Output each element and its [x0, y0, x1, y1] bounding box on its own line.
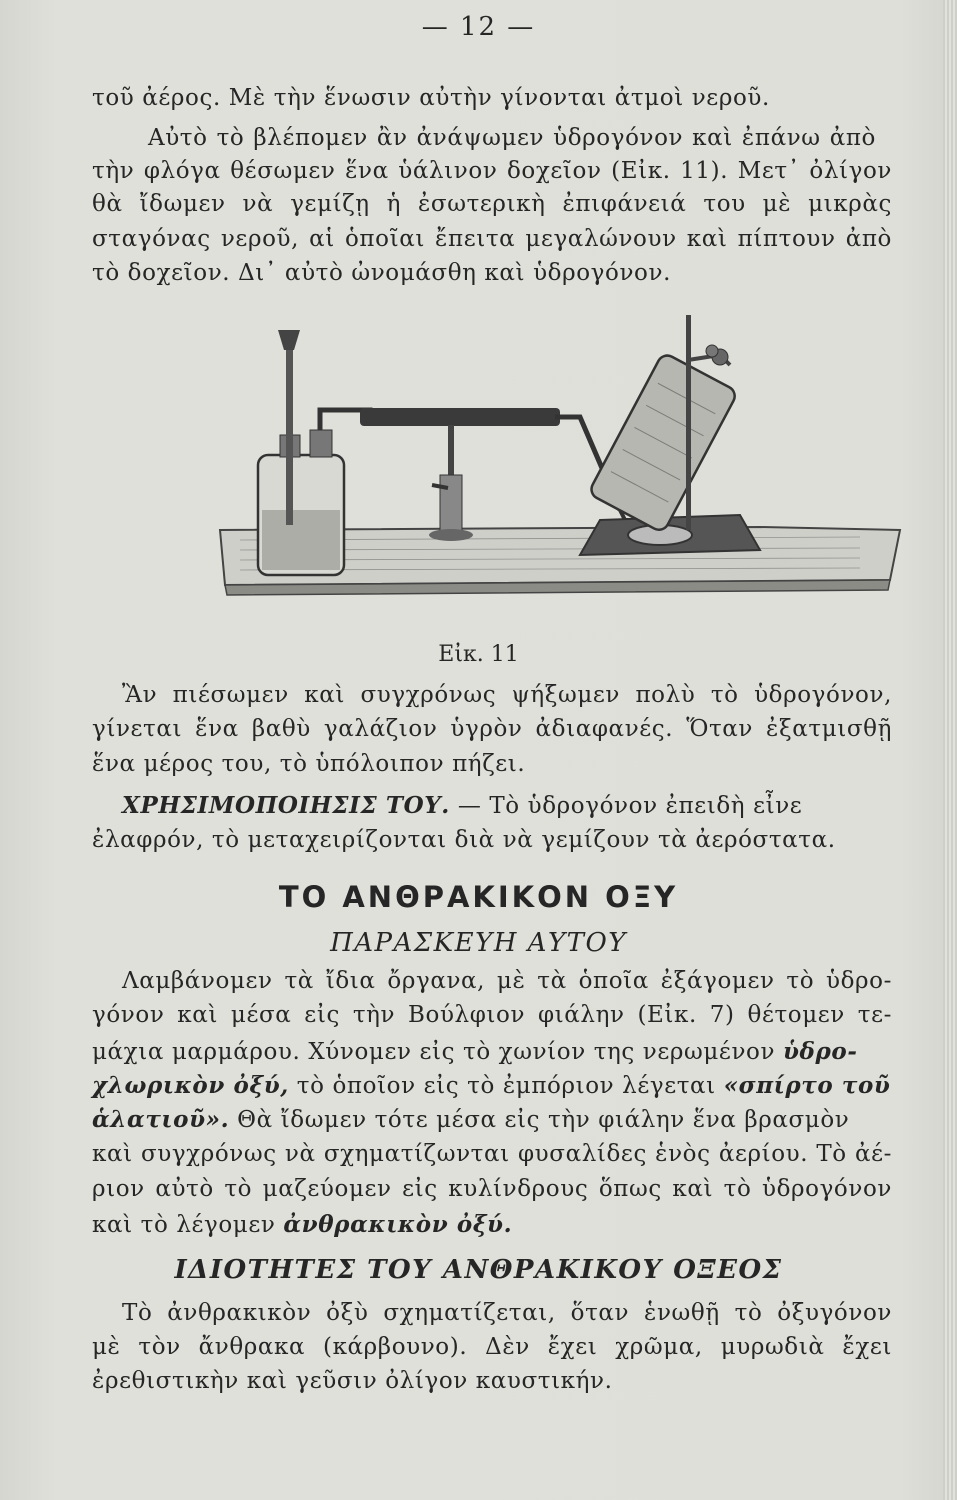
text-line: Λαμβάνομεν τὰ ἴδια ὄργανα, μὲ τὰ ὁποῖα ἐξάγομεν τὸ ὑδρο- — [122, 968, 892, 994]
text-line: τὴν φλόγα θέσωμεν ἕνα ὑάλινον δοχεῖον (Εἰκ. 11). Μετ᾽ ὀλίγον — [92, 158, 892, 184]
text-line — [92, 1072, 892, 1099]
uses-line — [122, 792, 892, 819]
text-line: ἐρεθιστικὴν καὶ γεῦσιν ὀλίγον καυστικήν. — [92, 1368, 613, 1394]
emphasis-term: «σπίρτο τοῦ — [723, 1072, 891, 1099]
text-line: Αὐτὸ τὸ βλέπομεν ἂν ἀνάψωμεν ὑδρογόνον καὶ ἐπάνω ἀπὸ — [148, 125, 876, 151]
text-line: τὸ δοχεῖον. Δι᾽ αὐτὸ ὠνομάσθη καὶ ὑδρογόνον. — [92, 260, 671, 286]
text-span: μάχια μαρμάρου. Χύνομεν εἰς τὸ χωνίον της νερωμένον — [92, 1039, 776, 1065]
hydrogen-apparatus-illustration — [200, 305, 950, 625]
text-line: ἕνα μέρος του, τὸ ὑπόλοιπον πήζει. — [92, 751, 526, 777]
uses-heading: ΧΡΗΣΙΜΟΠΟΙΗΣΙΣ ΤΟΥ. — [122, 792, 450, 819]
text-line — [92, 1211, 892, 1238]
properties-heading: ΙΔΙΟΤΗΤΕΣ ΤΟΥ ΑΝΘΡΑΚΙΚΟΥ ΟΞΕΟΣ — [174, 1255, 783, 1285]
text-line: γίνεται ἕνα βαθὺ γαλάζιον ὑγρὸν ἀδιαφανές. Ὅταν ἐξατμισθῇ — [92, 716, 892, 742]
text-line: τοῦ ἀέρος. Μὲ τὴν ἕνωσιν αὐτὴν γίνονται ἀτμοὶ νεροῦ. — [92, 85, 770, 111]
emphasis-term: χλωρικὸν ὀξύ, — [92, 1072, 289, 1099]
text-line: καὶ συγχρόνως νὰ σχηματίζωνται φυσαλίδες ἑνὸς ἀερίου. Τὸ ἀέ- — [92, 1141, 892, 1167]
text-line: γόνον καὶ μέσα εἰς τὴν Βούλφιον φιάλην (Εἰκ. 7) θέτομεν τε- — [92, 1002, 892, 1028]
text-line — [92, 1038, 892, 1065]
text-line: Τὸ ἀνθρακικὸν ὀξὺ σχηματίζεται, ὅταν ἑνωθῇ τὸ ὀξυγόνον — [122, 1300, 892, 1326]
text-span: τὸ ὁποῖον εἰς τὸ ἐμπόριον λέγεται — [288, 1073, 724, 1099]
emphasis-term: ἁλατιοῦ». — [92, 1106, 230, 1133]
text-line: Ἂν πιέσωμεν καὶ συγχρόνως ψήξωμεν πολὺ τὸ ὑδρογόνον, — [122, 682, 892, 708]
figure-caption: Εἰκ. 11 — [438, 642, 519, 667]
text-span: Θὰ ἴδωμεν τότε μέσα εἰς τὴν φιάλην ἕνα βρασμὸν — [229, 1107, 850, 1133]
text-line: θὰ ἴδωμεν νὰ γεμίζῃ ἡ ἐσωτερικὴ ἐπιφάνειά του μὲ μικρὰς — [92, 191, 892, 217]
section-title: ΤΟ ΑΝΘΡΑΚΙΚΟΝ ΟΞΥ — [278, 880, 679, 914]
text-line: σταγόνας νεροῦ, αἱ ὁποῖαι ἔπειτα μεγαλώνουν καὶ πίπτουν ἀπὸ — [92, 226, 892, 252]
emphasis-term: ἀνθρακικὸν ὀξύ. — [283, 1211, 513, 1238]
text-span: καὶ τὸ λέγομεν — [92, 1212, 284, 1238]
text-line — [92, 1106, 892, 1133]
section-subtitle: ΠΑΡΑΣΚΕΥΗ ΑΥΤΟΥ — [330, 928, 627, 958]
emphasis-term: ὑδρο- — [782, 1038, 858, 1065]
page-number: — 12 — — [421, 12, 536, 42]
uses-text: — Τὸ ὑδρογόνον ἐπειδὴ εἶνε — [457, 793, 803, 819]
text-line: μὲ τὸν ἄνθρακα (κάρβουνο). Δὲν ἔχει χρῶμα, μυρωδιὰ ἔχει — [92, 1334, 892, 1360]
text-line: ἐλαφρόν, τὸ μεταχειρίζονται διὰ νὰ γεμίζουν τὰ ἀερόστατα. — [92, 827, 836, 853]
text-line: ριον αὐτὸ τὸ μαζεύομεν εἰς κυλίνδρους ὅπως καὶ τὸ ὑδρογόνον — [92, 1176, 892, 1202]
